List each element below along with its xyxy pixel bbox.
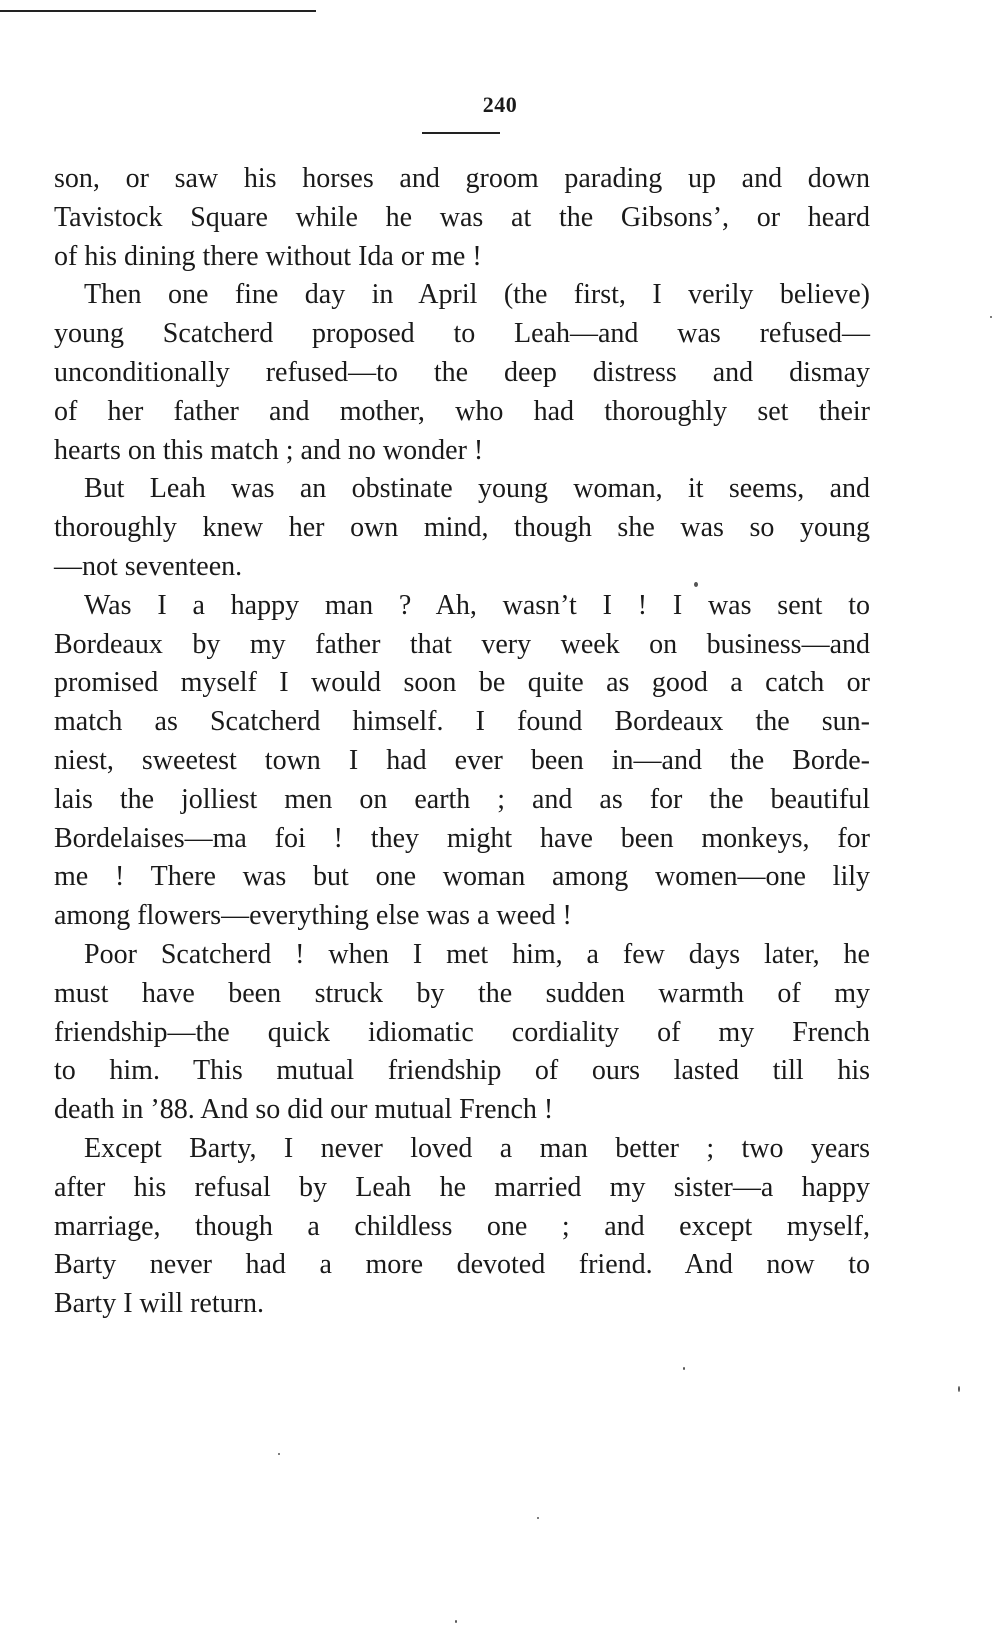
text-line: Bordeaux by my father that very week on business—and xyxy=(54,628,870,660)
text-line: son, or saw his horses and groom parading up and down xyxy=(54,163,870,194)
text-line: of her father and mother, who had thoroughly set their xyxy=(54,395,870,427)
text-line: me ! There was but one woman among women—one lily xyxy=(54,861,870,893)
text-line: death in ’88. And so did our mutual French ! xyxy=(54,1094,554,1126)
text-line: niest, sweetest town I had ever been in—and the Borde- xyxy=(54,744,870,776)
scan-speck xyxy=(694,582,698,587)
text-line: match as Scatcherd himself. I found Bordeaux the sun- xyxy=(54,706,870,738)
paragraph xyxy=(54,470,870,586)
text-line: hearts on this match ; and no wonder ! xyxy=(54,434,484,466)
scan-speck xyxy=(990,316,992,318)
text-line: Was I a happy man ? Ah, wasn’t I ! I was sent to xyxy=(84,589,870,621)
text-line: marriage, though a childless one ; and except myself, xyxy=(54,1210,870,1242)
text-line: of his dining there without Ida or me ! xyxy=(54,240,482,272)
text-line: young Scatcherd proposed to Leah—and was refused— xyxy=(54,318,870,350)
text-line: unconditionally refused—to the deep distress and dismay xyxy=(54,356,870,388)
scan-speck xyxy=(455,1620,457,1623)
text-line: Tavistock Square while he was at the Gibsons’, or heard xyxy=(54,201,870,233)
text-line: thoroughly knew her own mind, though she was so young xyxy=(54,512,870,544)
page-number: 240 xyxy=(482,92,518,117)
page-number-rule xyxy=(422,132,500,134)
text-line: Then one fine day in April (the first, I verily believe) xyxy=(84,279,870,311)
text-line: promised myself I would soon be quite as good a catch or xyxy=(54,667,870,699)
body-text xyxy=(54,160,870,1324)
text-line: must have been struck by the sudden warmth of my xyxy=(54,977,870,1009)
text-line: friendship—the quick idiomatic cordiality of my French xyxy=(54,1016,870,1048)
text-line: But Leah was an obstinate young woman, it seems, and xyxy=(84,473,870,505)
scan-speck xyxy=(537,1517,539,1519)
scan-speck xyxy=(683,1367,685,1370)
text-line: —not seventeen. xyxy=(54,550,243,582)
paragraph xyxy=(54,587,870,936)
paragraph xyxy=(54,160,870,276)
text-line: Except Barty, I never loved a man better ; two years xyxy=(84,1132,870,1164)
paragraph xyxy=(54,276,870,470)
paragraph xyxy=(54,1130,870,1324)
text-line: Barty I will return. xyxy=(54,1288,264,1320)
top-rule xyxy=(0,10,316,12)
text-line: among flowers—everything else was a weed ! xyxy=(54,900,572,932)
text-line: to him. This mutual friendship of ours lasted till his xyxy=(54,1055,870,1087)
paragraph xyxy=(54,936,870,1130)
scan-speck xyxy=(958,1386,960,1392)
scan-speck xyxy=(278,1453,280,1455)
text-line: lais the jolliest men on earth ; and as for the beautiful xyxy=(54,783,870,815)
text-line: Poor Scatcherd ! when I met him, a few days later, he xyxy=(84,938,870,970)
text-line: Barty never had a more devoted friend. And now to xyxy=(54,1249,870,1281)
text-line: Bordelaises—ma foi ! they might have been monkeys, for xyxy=(54,822,870,854)
text-line: after his refusal by Leah he married my sister—a happy xyxy=(54,1171,870,1203)
